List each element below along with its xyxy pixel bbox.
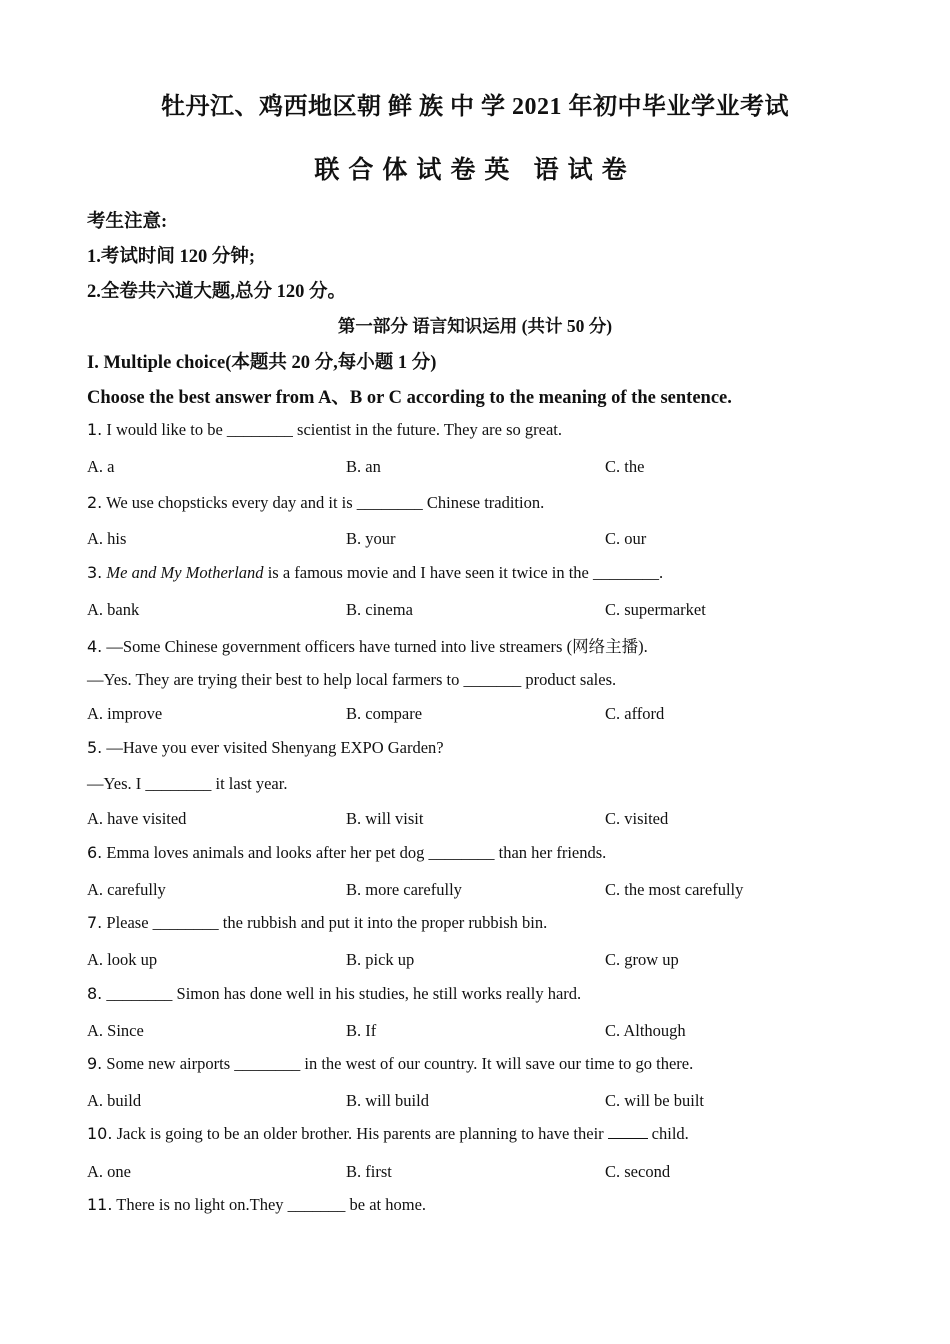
part-title: 第一部分 语言知识运用 (共计 50 分) [337,316,613,336]
option-b: B. first [346,1162,392,1181]
option-c: C. visited [605,809,669,828]
question-text: I would like to be ________ scientist in the future. They are so great. [106,420,563,439]
movie-title: Me and My Motherland [106,563,264,582]
exam-title: 牡丹江、鸡西地区朝 鲜 族 中 学 2021 年初中毕业学业考试 [161,94,789,120]
option-a: A. his [87,529,127,548]
question-4-reply: —Yes. They are trying their best to help local farmers to _______ product sales. [87,670,617,689]
option-c: C. supermarket [605,600,706,619]
question-number: 9. [87,1054,103,1073]
question-6 [87,843,606,863]
question-number: 10. [87,1124,113,1143]
option-c: C. the [605,457,645,476]
question-5-reply: —Yes. I ________ it last year. [87,774,288,793]
option-a: A. have visited [87,809,187,828]
question-text: Some new airports ________ in the west of our country. It will save our time to go there. [106,1054,694,1073]
option-a: A. carefully [87,880,166,899]
option-c: C. the most carefully [605,880,744,899]
question-number: 2. [87,493,103,512]
option-b: B. an [346,457,381,476]
option-b: B. your [346,529,396,548]
option-c: C. grow up [605,950,679,969]
notice-item-score: 2.全卷共六道大题,总分 120 分。 [87,282,347,302]
option-b: B. compare [346,704,423,723]
question-text: —Have you ever visited Shenyang EXPO Garden? [106,738,444,757]
question-text-end: child. [651,1124,689,1143]
question-text: Jack is going to be an older brother. His parents are planning to have their [116,1124,604,1143]
option-b: B. cinema [346,600,413,619]
option-b: B. pick up [346,950,415,969]
question-text: Emma loves animals and looks after her pet dog ________ than her friends. [106,843,607,862]
question-5 [87,738,444,758]
option-b: B. If [346,1021,377,1040]
question-2 [87,493,544,513]
option-b: B. more carefully [346,880,462,899]
option-c: C. Although [605,1021,686,1040]
section-instruction: Choose the best answer from A、B or C according to the meaning of the sentence. [87,388,732,408]
question-1 [87,420,562,440]
option-a: A. bank [87,600,140,619]
question-number: 7. [87,913,103,932]
question-text: Please ________ the rubbish and put it into the proper rubbish bin. [106,913,548,932]
question-text: ________ Simon has done well in his studies, he still works really hard. [106,984,582,1003]
notice-item-time: 1.考试时间 120 分钟; [87,247,256,267]
question-number: 3. [87,563,103,582]
question-number: 1. [87,420,103,439]
question-text: is a famous movie and I have seen it twice in the ________. [263,563,664,582]
option-c: C. our [605,529,647,548]
question-text: There is no light on.They _______ be at home. [116,1195,427,1214]
exam-subtitle: 联合体试卷英 语试卷 [314,157,636,184]
question-4 [87,633,648,657]
question-text: —Some Chinese government officers have turned into live streamers (网络主播). [106,637,648,656]
question-number: 11. [87,1195,113,1214]
option-c: C. will be built [605,1091,704,1110]
option-b: B. will build [346,1091,429,1110]
question-3 [87,563,663,583]
question-11 [87,1195,426,1215]
question-8 [87,984,581,1004]
option-a: A. look up [87,950,158,969]
notice-heading: 考生注意: [87,212,168,232]
question-number: 5. [87,738,103,757]
question-10 [87,1124,689,1144]
option-a: A. improve [87,704,163,723]
question-number: 6. [87,843,103,862]
question-9 [87,1054,693,1074]
option-a: A. a [87,457,115,476]
option-a: A. Since [87,1021,144,1040]
option-c: C. second [605,1162,671,1181]
option-c: C. afford [605,704,665,723]
question-text: We use chopsticks every day and it is ________ Chinese tradition. [106,493,545,512]
option-a: A. build [87,1091,142,1110]
question-number: 4. [87,637,103,656]
section-title: I. Multiple choice(本题共 20 分,每小题 1 分) [87,353,437,373]
option-b: B. will visit [346,809,424,828]
question-7 [87,913,547,933]
question-number: 8. [87,984,103,1003]
option-a: A. one [87,1162,131,1181]
answer-blank [608,1124,648,1139]
